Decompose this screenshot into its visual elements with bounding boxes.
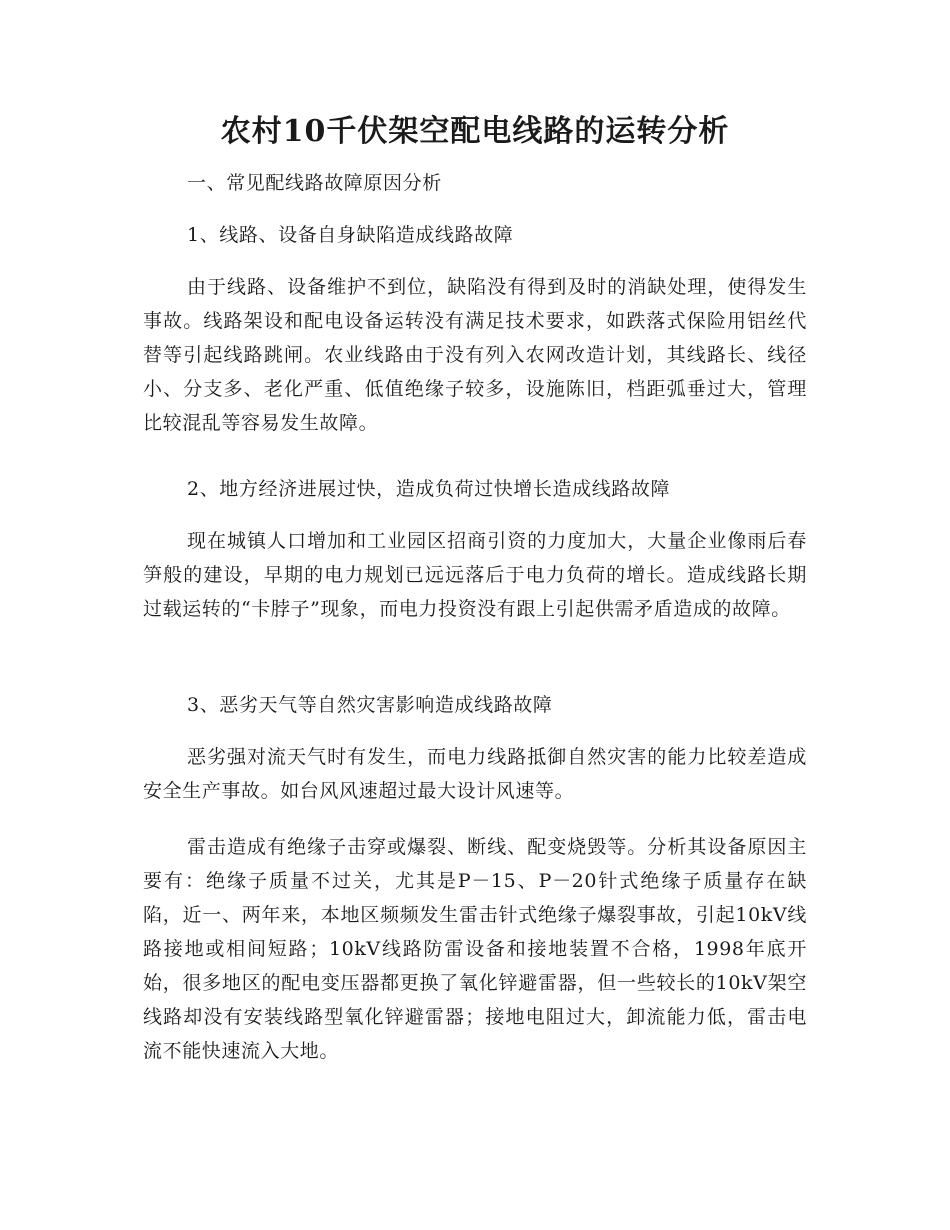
document-title: 农村10千伏架空配电线路的运转分析 [220, 114, 730, 149]
subsection-heading-1: 1、线路、设备自身缺陷造成线路故障 [187, 224, 514, 246]
paragraph-1: 由于线路、设备维护不到位，缺陷没有得到及时的消缺处理，使得发生事故。线路架设和配电设备运转没有满足技术要求，如跌落式保险用铝丝代替等引起线路跳闸。农业线路由于没有列入农网改造计划，其线路长、线径小、分支多、老化严重、低值绝缘子较多，设施陈旧，档距弧垂过大，管理比较混乱等容易发生故障。 [143, 276, 807, 434]
section-heading-1: 一、常见配线路故障原因分析 [187, 172, 442, 194]
subsection-heading-3: 3、恶劣天气等自然灾害影响造成线路故障 [187, 694, 553, 716]
paragraph-4: 雷击造成有绝缘子击穿或爆裂、断线、配变烧毁等。分析其设备原因主要有：绝缘子质量不过关，尤其是P－15、P－20针式绝缘子质量存在缺陷，近一、两年来，本地区频频发生雷击针式绝缘子爆裂事故，引起10kV线路接地或相间短路；10kV线路防雷设备和接地装置不合格，1998年底开始，很多地区的配电变压器都更换了氧化锌避雷器，但一些较长的10kV架空线路却没有安装线路型氧化锌避雷器；接地电阻过大，卸流能力低，雷击电流不能快速流入大地。 [143, 836, 807, 1062]
paragraph-2: 现在城镇人口增加和工业园区招商引资的力度加大，大量企业像雨后春笋般的建设，早期的电力规划已远远落后于电力负荷的增长。造成线路长期过载运转的“卡脖子”现象，而电力投资没有跟上引起供需矛盾造成的故障。 [143, 530, 807, 620]
paragraph-3: 恶劣强对流天气时有发生，而电力线路抵御自然灾害的能力比较差造成安全生产事故。如台风风速超过最大设计风速等。 [143, 746, 807, 802]
subsection-heading-2: 2、地方经济进展过快，造成负荷过快增长造成线路故障 [187, 478, 671, 500]
